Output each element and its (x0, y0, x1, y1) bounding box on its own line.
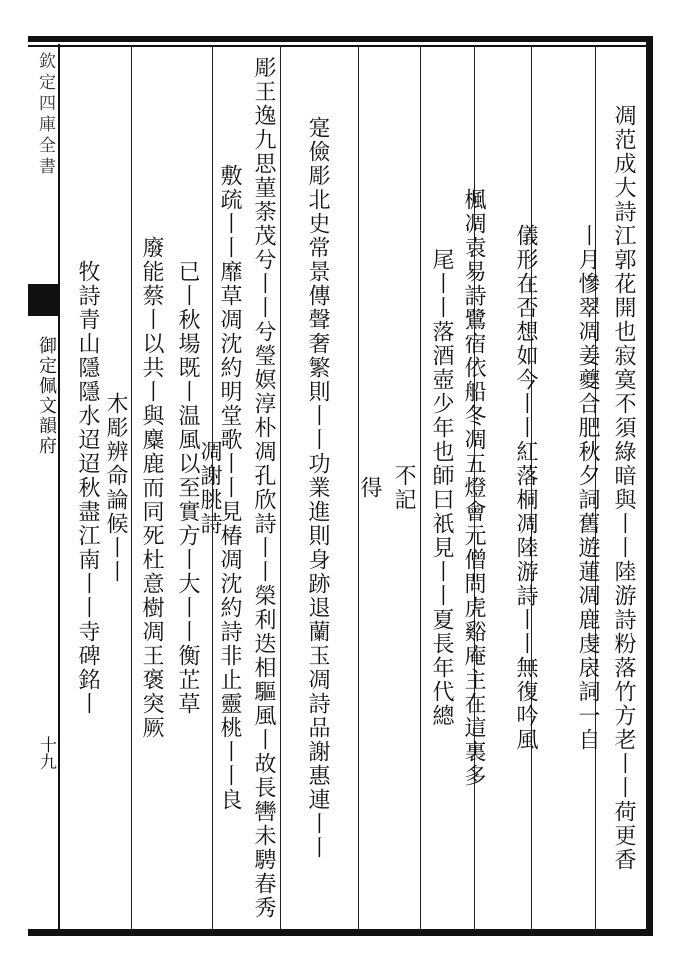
text-column: 敷疏丨丨靡草凋沈約明堂歌丨丨見椿凋沈約詩非止靈桃丨丨良 (217, 164, 242, 812)
text-column: 已丨秋場既丨温風以至實方丨大丨丨衡芷草 (175, 260, 200, 716)
text-column: 凋范成大詩江郭花開也寂寞不須綠暗與丨丨陸游詩粉落竹方老丨丨荷更香 (611, 104, 636, 872)
bottom-border (28, 929, 652, 936)
text-column: 丨月慘翠凋姜夔合肥秋夕詞舊遊蓮凋鹿虔扆詞一自 (575, 224, 600, 752)
text-column: 儀形在否想如今丨丨紅落桐凋陸游詩丨丨無復吟風 (513, 224, 538, 752)
margin-strip (28, 46, 58, 930)
top-border (28, 36, 652, 42)
book-title: 御定佩文韻府 (36, 336, 57, 456)
page-number: 十九 (36, 736, 56, 770)
text-column: 木彫辨命論候丨丨 (103, 392, 128, 584)
text-column: 廢能蔡丨以共丨與麋鹿而同死杜意樹凋王褒突厥 (139, 236, 164, 740)
text-column: 牧詩青山隱隱水迢迢秋盡江南丨丨寺碑銘丨 (75, 260, 100, 716)
text-column: 彫王逸九思菫荼茂兮丨丨兮瑩嫇淳朴凋孔欣詩丨丨榮利迭相驅風丨故長轡未騁春秀凋謝朓詩 (197, 56, 276, 920)
text-column: 不記 (391, 464, 416, 512)
text-column: 楓凋袁易詩鷺宿依船冬凋五燈會元僧問虎谿庵主在這裏多 (461, 188, 486, 788)
text-column: 尾丨丨落酒壺少年也師曰祇見丨丨夏長年代總 (429, 248, 454, 728)
top-inner-border (28, 45, 652, 47)
text-column: 得 (357, 476, 382, 500)
collection-title: 欽定四庫全書 (35, 52, 55, 178)
fishtail-mark (28, 284, 58, 316)
text-column: 寔儉彫北史常景傳聲奢繁則丨丨功業進則身跡退蘭玉凋詩品謝惠連丨丨 (305, 116, 330, 860)
